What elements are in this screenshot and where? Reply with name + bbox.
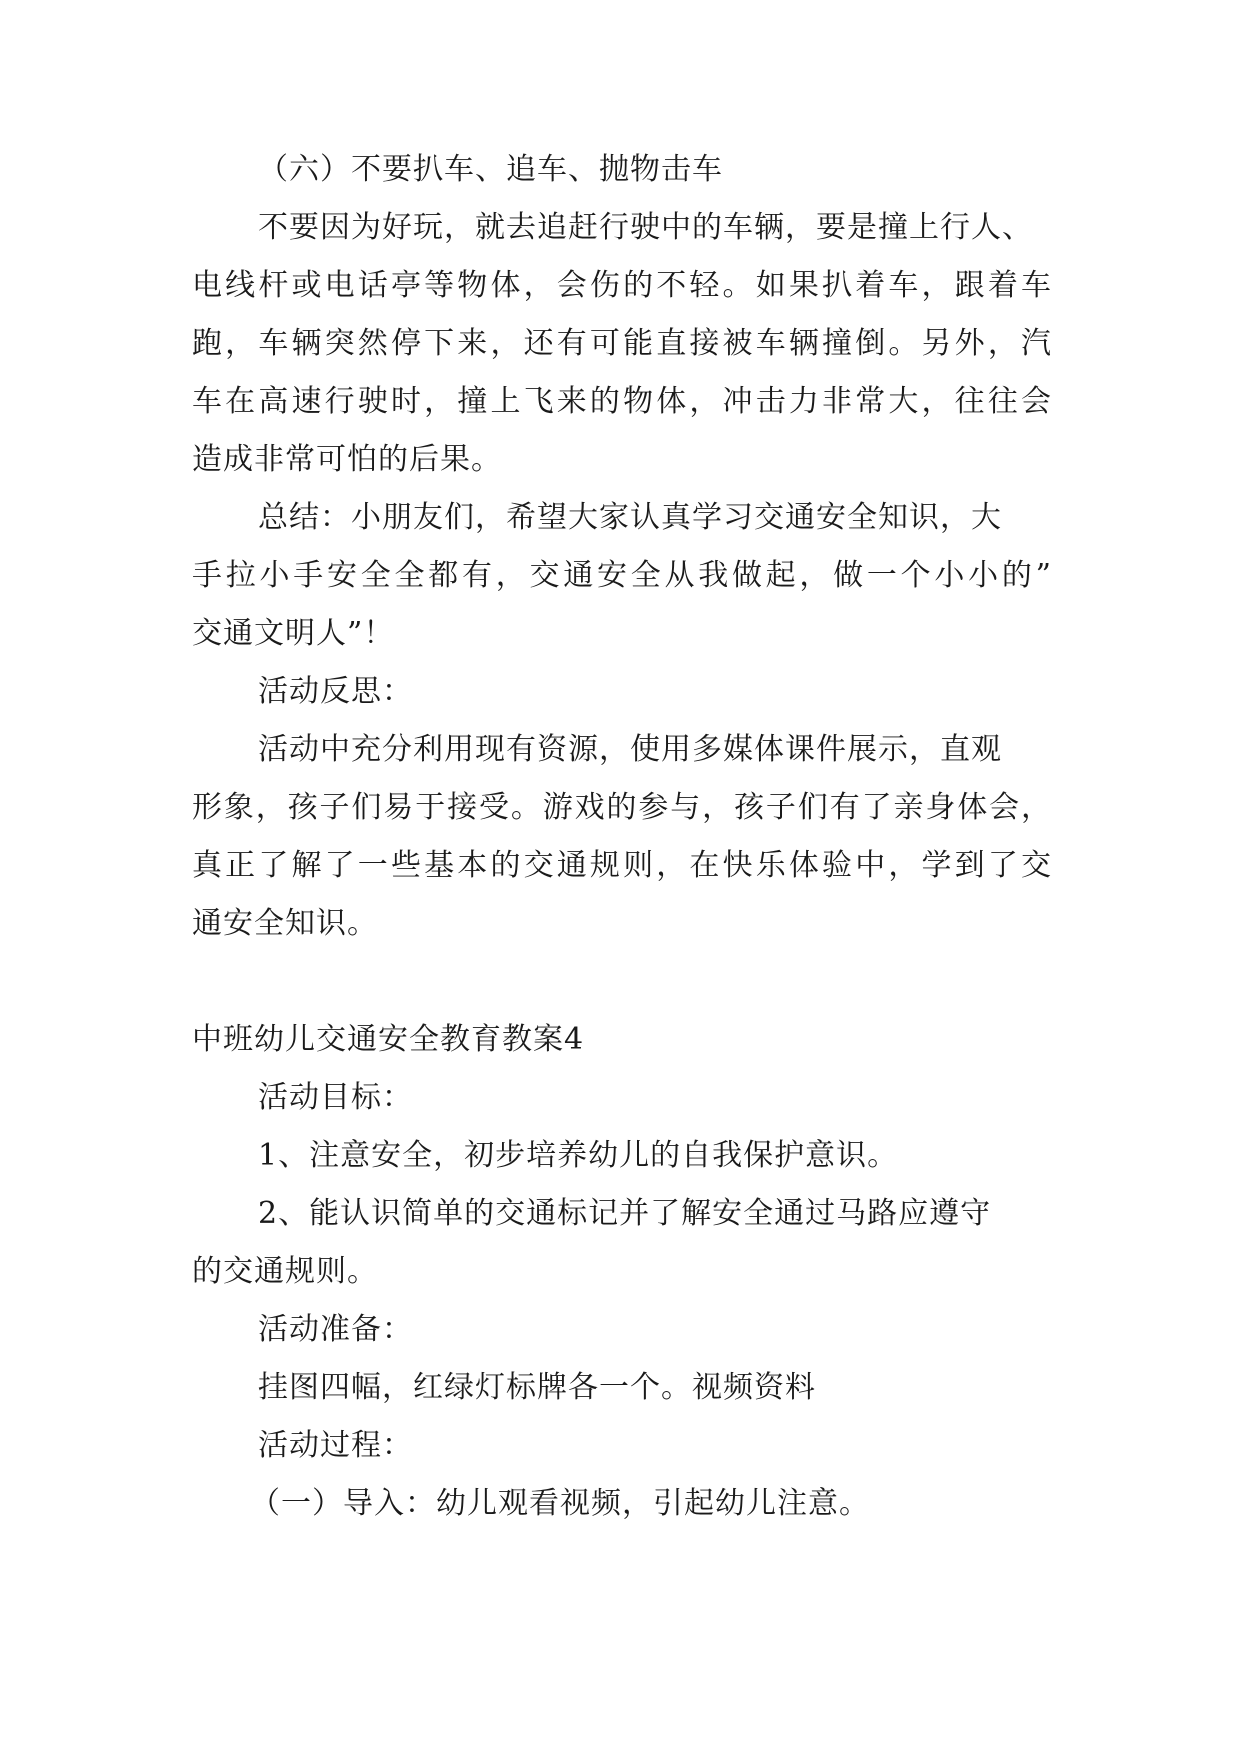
paragraph-line: 电线杆或电话亭等物体，会伤的不轻。如果扒着车，跟着车 [192, 268, 1052, 303]
paragraph-line: 车在高速行驶时，撞上飞来的物体，冲击力非常大，往往会 [192, 384, 1052, 419]
process-heading: 活动过程： [258, 1428, 413, 1463]
preparation-heading: 活动准备： [258, 1312, 413, 1347]
lesson-title: 中班幼儿交通安全教育教案4 [192, 1022, 585, 1057]
section-heading-six: （六）不要扒车、追车、抛物击车 [258, 152, 723, 187]
paragraph-line: 造成非常可怕的后果。 [192, 442, 502, 477]
summary-line: 总结：小朋友们，希望大家认真学习交通安全知识，大 [258, 500, 1002, 535]
reflection-line: 活动中充分利用现有资源，使用多媒体课件展示，直观 [258, 732, 1002, 767]
reflection-heading: 活动反思： [258, 674, 413, 709]
paragraph-line: 跑，车辆突然停下来，还有可能直接被车辆撞倒。另外，汽 [192, 326, 1052, 361]
reflection-line: 通安全知识。 [192, 906, 378, 941]
paragraph-line: 不要因为好玩，就去追赶行驶中的车辆，要是撞上行人、 [258, 210, 1033, 245]
preparation-line: 挂图四幅，红绿灯标牌各一个。视频资料 [258, 1370, 816, 1405]
summary-line: 手拉小手安全全都有，交通安全从我做起，做一个小小的” [192, 558, 1052, 593]
summary-line: 交通文明人”！ [192, 616, 395, 651]
goal-item: 的交通规则。 [192, 1254, 378, 1289]
reflection-line: 真正了解了一些基本的交通规则，在快乐体验中，学到了交 [192, 848, 1052, 883]
process-step: （一）导入：幼儿观看视频，引起幼儿注意。 [250, 1486, 870, 1521]
reflection-line: 形象，孩子们易于接受。游戏的参与，孩子们有了亲身体会， [192, 790, 1052, 825]
goal-item: 2、能认识简单的交通标记并了解安全通过马路应遵守 [258, 1196, 992, 1231]
goal-item: 1、注意安全，初步培养幼儿的自我保护意识。 [258, 1138, 899, 1173]
goals-heading: 活动目标： [258, 1080, 413, 1115]
